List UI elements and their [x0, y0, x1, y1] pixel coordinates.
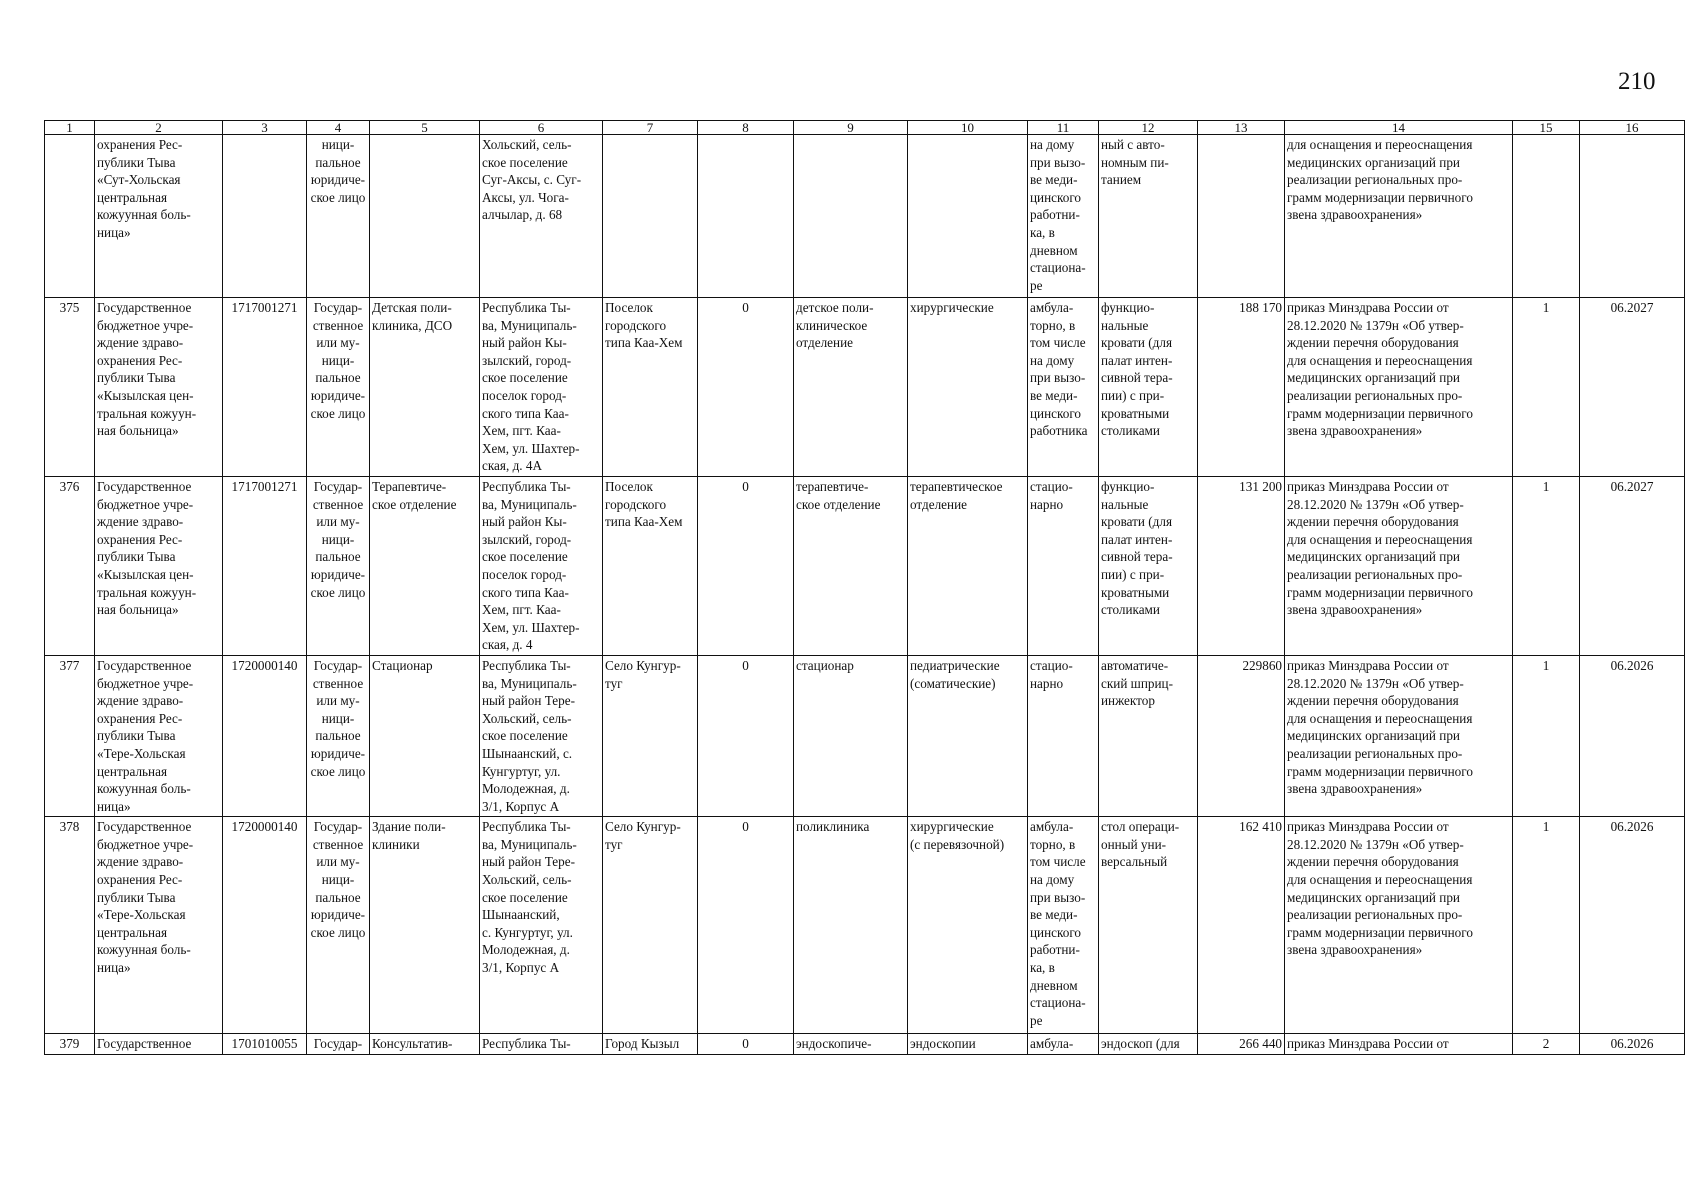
legal-basis-cell: приказ Минздрава России от 28.12.2020 № 1379н «Об утвер- ждении перечня оборудования для оснащения и переоснащения медицинских организаций при реализации региональных про- грамм модернизации первичного звена здравоохранения» — [1285, 655, 1513, 816]
care-conditions-cell: амбула- торно, в том числе на дому при вызо- ве меди- цинского работни- ка, в дневном стациона- ре — [1028, 817, 1099, 1034]
row-number-cell: 377 — [45, 655, 95, 816]
column-number: 8 — [698, 121, 794, 135]
equipment-cell: ный с авто- номным пи- танием — [1099, 135, 1198, 298]
legal-basis-cell: для оснащения и переоснащения медицинских организаций при реализации региональных про- грамм модернизации первичного звена здравоохранения» — [1285, 135, 1513, 298]
organization-name-cell: Государственное бюджетное учре- ждение здраво- охранения Рес- публики Тыва «Тере-Хольская центральная кожуунная боль- ница» — [95, 655, 223, 816]
column-number: 11 — [1028, 121, 1099, 135]
column-number: 16 — [1580, 121, 1685, 135]
organization-name-cell: Государственное — [95, 1034, 223, 1055]
address-cell: Хольский, сель- ское поселение Суг-Аксы, с. Суг- Аксы, ул. Чога- алчылар, д. 68 — [480, 135, 603, 298]
date-cell — [1580, 135, 1685, 298]
legal-form-cell: Государ- ственное или му- ници- пальное юридиче- ское лицо — [307, 298, 370, 477]
code-cell: 0 — [698, 817, 794, 1034]
legal-form-cell: ници- пальное юридиче- ское лицо — [307, 135, 370, 298]
row-number-cell: 379 — [45, 1034, 95, 1055]
table-row — [45, 298, 1685, 477]
inn-cell: 1701010055 — [223, 1034, 307, 1055]
settlement-cell: Село Кунгур- туг — [603, 817, 698, 1034]
settlement-cell — [603, 135, 698, 298]
legal-form-cell: Государ- — [307, 1034, 370, 1055]
care-conditions-cell: амбула- торно, в том числе на дому при вызо- ве меди- цинского работника — [1028, 298, 1099, 477]
department-cell: эндоскопиче- — [794, 1034, 908, 1055]
column-number: 13 — [1198, 121, 1285, 135]
legal-form-cell: Государ- ственное или му- ници- пальное юридиче- ское лицо — [307, 655, 370, 816]
department-cell: детское поли- клиническое отделение — [794, 298, 908, 477]
equipment-cell: автоматиче- ский шприц- инжектор — [1099, 655, 1198, 816]
row-number-cell — [45, 135, 95, 298]
settlement-cell: Город Кызыл — [603, 1034, 698, 1055]
column-number: 9 — [794, 121, 908, 135]
code-cell — [698, 135, 794, 298]
profile-cell: эндоскопии — [908, 1034, 1028, 1055]
inn-cell: 1720000140 — [223, 817, 307, 1034]
code-cell: 0 — [698, 477, 794, 656]
cost-cell: 266 440 — [1198, 1034, 1285, 1055]
equipment-cell: стол операци- онный уни- версальный — [1099, 817, 1198, 1034]
page-number: 210 — [1618, 68, 1656, 95]
date-cell: 06.2026 — [1580, 655, 1685, 816]
column-number: 4 — [307, 121, 370, 135]
quantity-cell: 1 — [1513, 477, 1580, 656]
row-number-cell: 375 — [45, 298, 95, 477]
cost-cell — [1198, 135, 1285, 298]
equipment-register-table — [44, 120, 1685, 1055]
equipment-cell: функцио- нальные кровати (для палат интен- сивной тера- пии) с при- кроватными столиками — [1099, 477, 1198, 656]
department-cell: поликлиника — [794, 817, 908, 1034]
address-cell: Республика Ты- ва, Муниципаль- ный район Кы- зылский, город- ское поселение поселок город- ского типа Каа- Хем, пгт. Каа- Хем, ул. Шахтер- ская, д. 4А — [480, 298, 603, 477]
department-cell: терапевтиче- ское отделение — [794, 477, 908, 656]
date-cell: 06.2027 — [1580, 298, 1685, 477]
care-conditions-cell: на дому при вызо- ве меди- цинского работни- ка, в дневном стациона- ре — [1028, 135, 1099, 298]
address-cell: Республика Ты- ва, Муниципаль- ный район Тере- Хольский, сель- ское поселение Шынаанский, с. Кунгуртуг, ул. Молодежная, д. 3/1, Корпус А — [480, 817, 603, 1034]
code-cell: 0 — [698, 298, 794, 477]
column-number: 6 — [480, 121, 603, 135]
legal-basis-cell: приказ Минздрава России от 28.12.2020 № 1379н «Об утвер- ждении перечня оборудования для оснащения и переоснащения медицинских организаций при реализации региональных про- грамм модернизации первичного звена здравоохранения» — [1285, 477, 1513, 656]
subdivision-cell: Терапевтиче- ское отделение — [370, 477, 480, 656]
column-number: 14 — [1285, 121, 1513, 135]
profile-cell: педиатрические (соматические) — [908, 655, 1028, 816]
date-cell: 06.2026 — [1580, 817, 1685, 1034]
subdivision-cell: Здание поли- клиники — [370, 817, 480, 1034]
column-number: 7 — [603, 121, 698, 135]
column-number: 10 — [908, 121, 1028, 135]
equipment-cell: функцио- нальные кровати (для палат интен- сивной тера- пии) с при- кроватными столиками — [1099, 298, 1198, 477]
row-number-cell: 376 — [45, 477, 95, 656]
inn-cell — [223, 135, 307, 298]
table-row — [45, 817, 1685, 1034]
organization-name-cell: Государственное бюджетное учре- ждение здраво- охранения Рес- публики Тыва «Кызылская цен- тральная кожуун- ная больница» — [95, 298, 223, 477]
legal-basis-cell: приказ Минздрава России от 28.12.2020 № 1379н «Об утвер- ждении перечня оборудования для оснащения и переоснащения медицинских организаций при реализации региональных про- грамм модернизации первичного звена здравоохранения» — [1285, 817, 1513, 1034]
profile-cell — [908, 135, 1028, 298]
department-cell — [794, 135, 908, 298]
subdivision-cell — [370, 135, 480, 298]
address-cell: Республика Ты- ва, Муниципаль- ный район Тере- Хольский, сель- ское поселение Шынаанский, с. Кунгуртуг, ул. Молодежная, д. 3/1, Корпус А — [480, 655, 603, 816]
department-cell: стационар — [794, 655, 908, 816]
profile-cell: хирургические (с перевязочной) — [908, 817, 1028, 1034]
column-number: 3 — [223, 121, 307, 135]
column-number: 15 — [1513, 121, 1580, 135]
cost-cell: 229860 — [1198, 655, 1285, 816]
quantity-cell — [1513, 135, 1580, 298]
organization-name-cell: Государственное бюджетное учре- ждение здраво- охранения Рес- публики Тыва «Кызылская цен- тральная кожуун- ная больница» — [95, 477, 223, 656]
care-conditions-cell: стацио- нарно — [1028, 477, 1099, 656]
column-number: 12 — [1099, 121, 1198, 135]
cost-cell: 162 410 — [1198, 817, 1285, 1034]
care-conditions-cell: стацио- нарно — [1028, 655, 1099, 816]
organization-name-cell: Государственное бюджетное учре- ждение здраво- охранения Рес- публики Тыва «Тере-Хольская центральная кожуунная боль- ница» — [95, 817, 223, 1034]
cost-cell: 131 200 — [1198, 477, 1285, 656]
table-row — [45, 1034, 1685, 1055]
legal-basis-cell: приказ Минздрава России от — [1285, 1034, 1513, 1055]
quantity-cell: 2 — [1513, 1034, 1580, 1055]
legal-form-cell: Государ- ственное или му- ници- пальное юридиче- ское лицо — [307, 817, 370, 1034]
legal-basis-cell: приказ Минздрава России от 28.12.2020 № 1379н «Об утвер- ждении перечня оборудования для оснащения и переоснащения медицинских организаций при реализации региональных про- грамм модернизации первичного звена здравоохранения» — [1285, 298, 1513, 477]
column-number-row — [45, 121, 1685, 135]
column-number: 1 — [45, 121, 95, 135]
subdivision-cell: Стационар — [370, 655, 480, 816]
table-row — [45, 135, 1685, 298]
column-number: 2 — [95, 121, 223, 135]
equipment-cell: эндоскоп (для — [1099, 1034, 1198, 1055]
organization-name-cell: охранения Рес- публики Тыва «Сут-Хольская центральная кожуунная боль- ница» — [95, 135, 223, 298]
legal-form-cell: Государ- ственное или му- ници- пальное юридиче- ское лицо — [307, 477, 370, 656]
quantity-cell: 1 — [1513, 817, 1580, 1034]
care-conditions-cell: амбула- — [1028, 1034, 1099, 1055]
subdivision-cell: Консультатив- — [370, 1034, 480, 1055]
code-cell: 0 — [698, 655, 794, 816]
date-cell: 06.2027 — [1580, 477, 1685, 656]
table-row — [45, 655, 1685, 816]
row-number-cell: 378 — [45, 817, 95, 1034]
table-row — [45, 477, 1685, 656]
inn-cell: 1717001271 — [223, 477, 307, 656]
settlement-cell: Поселок городского типа Каа-Хем — [603, 298, 698, 477]
quantity-cell: 1 — [1513, 298, 1580, 477]
address-cell: Республика Ты- — [480, 1034, 603, 1055]
inn-cell: 1720000140 — [223, 655, 307, 816]
inn-cell: 1717001271 — [223, 298, 307, 477]
subdivision-cell: Детская поли- клиника, ДСО — [370, 298, 480, 477]
quantity-cell: 1 — [1513, 655, 1580, 816]
settlement-cell: Поселок городского типа Каа-Хем — [603, 477, 698, 656]
profile-cell: терапевтическое отделение — [908, 477, 1028, 656]
profile-cell: хирургические — [908, 298, 1028, 477]
code-cell: 0 — [698, 1034, 794, 1055]
settlement-cell: Село Кунгур- туг — [603, 655, 698, 816]
cost-cell: 188 170 — [1198, 298, 1285, 477]
column-number: 5 — [370, 121, 480, 135]
date-cell: 06.2026 — [1580, 1034, 1685, 1055]
address-cell: Республика Ты- ва, Муниципаль- ный район Кы- зылский, город- ское поселение поселок город- ского типа Каа- Хем, пгт. Каа- Хем, ул. Шахтер- ская, д. 4 — [480, 477, 603, 656]
